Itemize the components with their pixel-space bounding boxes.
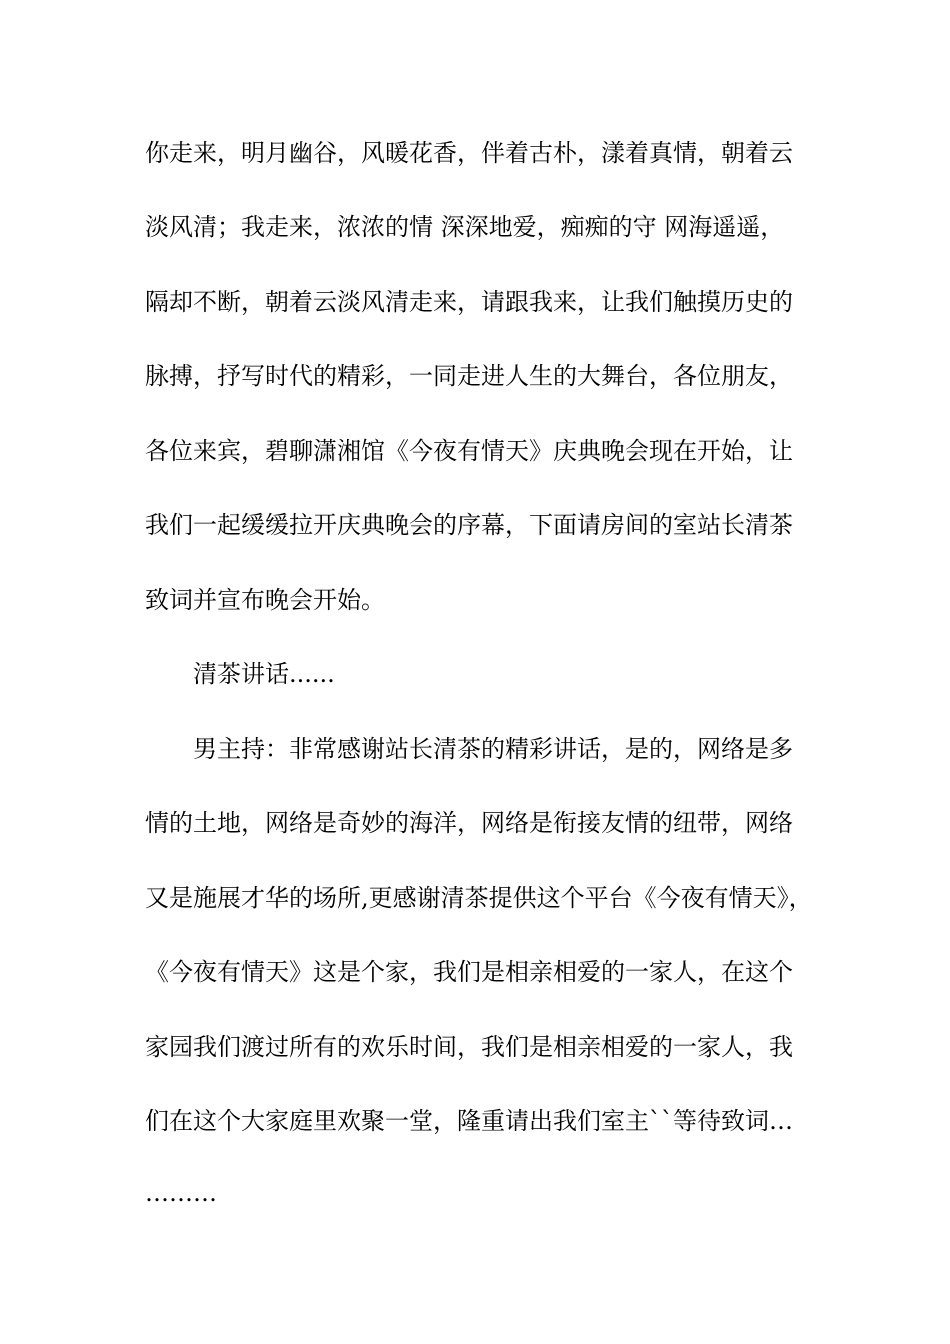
text-line-9: 男主持：非常感谢站长清茶的精彩讲话，是的，网络是多 bbox=[193, 735, 793, 763]
text-line-10: 情的土地，网络是奇妙的海洋，网络是衔接友情的纽带，网络 bbox=[145, 809, 793, 837]
text-line-3: 隔却不断，朝着云淡风清走来，请跟我来，让我们触摸历史的 bbox=[145, 288, 793, 316]
text-line-15: ……… bbox=[145, 1179, 217, 1207]
text-line-2: 淡风清；我走来，浓浓的情 深深地爱，痴痴的守 网海遥遥， bbox=[145, 213, 785, 241]
text-line-12: 《今夜有情天》这是个家，我们是相亲相爱的一家人，在这个 bbox=[145, 958, 793, 986]
text-line-1: 你走来，明月幽谷，风暖花香，伴着古朴，漾着真情，朝着云 bbox=[145, 139, 793, 167]
text-line-7: 致词并宣布晚会开始。 bbox=[145, 586, 385, 614]
text-line-14: 们在这个大家庭里欢聚一堂，隆重请出我们室主``等待致词… bbox=[145, 1107, 793, 1135]
text-line-6: 我们一起缓缓拉开庆典晚会的序幕，下面请房间的室站长清茶 bbox=[145, 511, 793, 539]
text-line-4: 脉搏，抒写时代的精彩，一同走进人生的大舞台，各位朋友， bbox=[145, 362, 793, 390]
text-line-13: 家园我们渡过所有的欢乐时间，我们是相亲相爱的一家人，我 bbox=[145, 1033, 793, 1061]
text-line-11: 又是施展才华的场所,更感谢清茶提供这个平台《今夜有情天》， bbox=[145, 884, 813, 912]
text-line-5: 各位来宾，碧聊潇湘馆《今夜有情天》庆典晚会现在开始，让 bbox=[145, 437, 793, 465]
text-line-8: 清茶讲话...... bbox=[193, 660, 335, 688]
